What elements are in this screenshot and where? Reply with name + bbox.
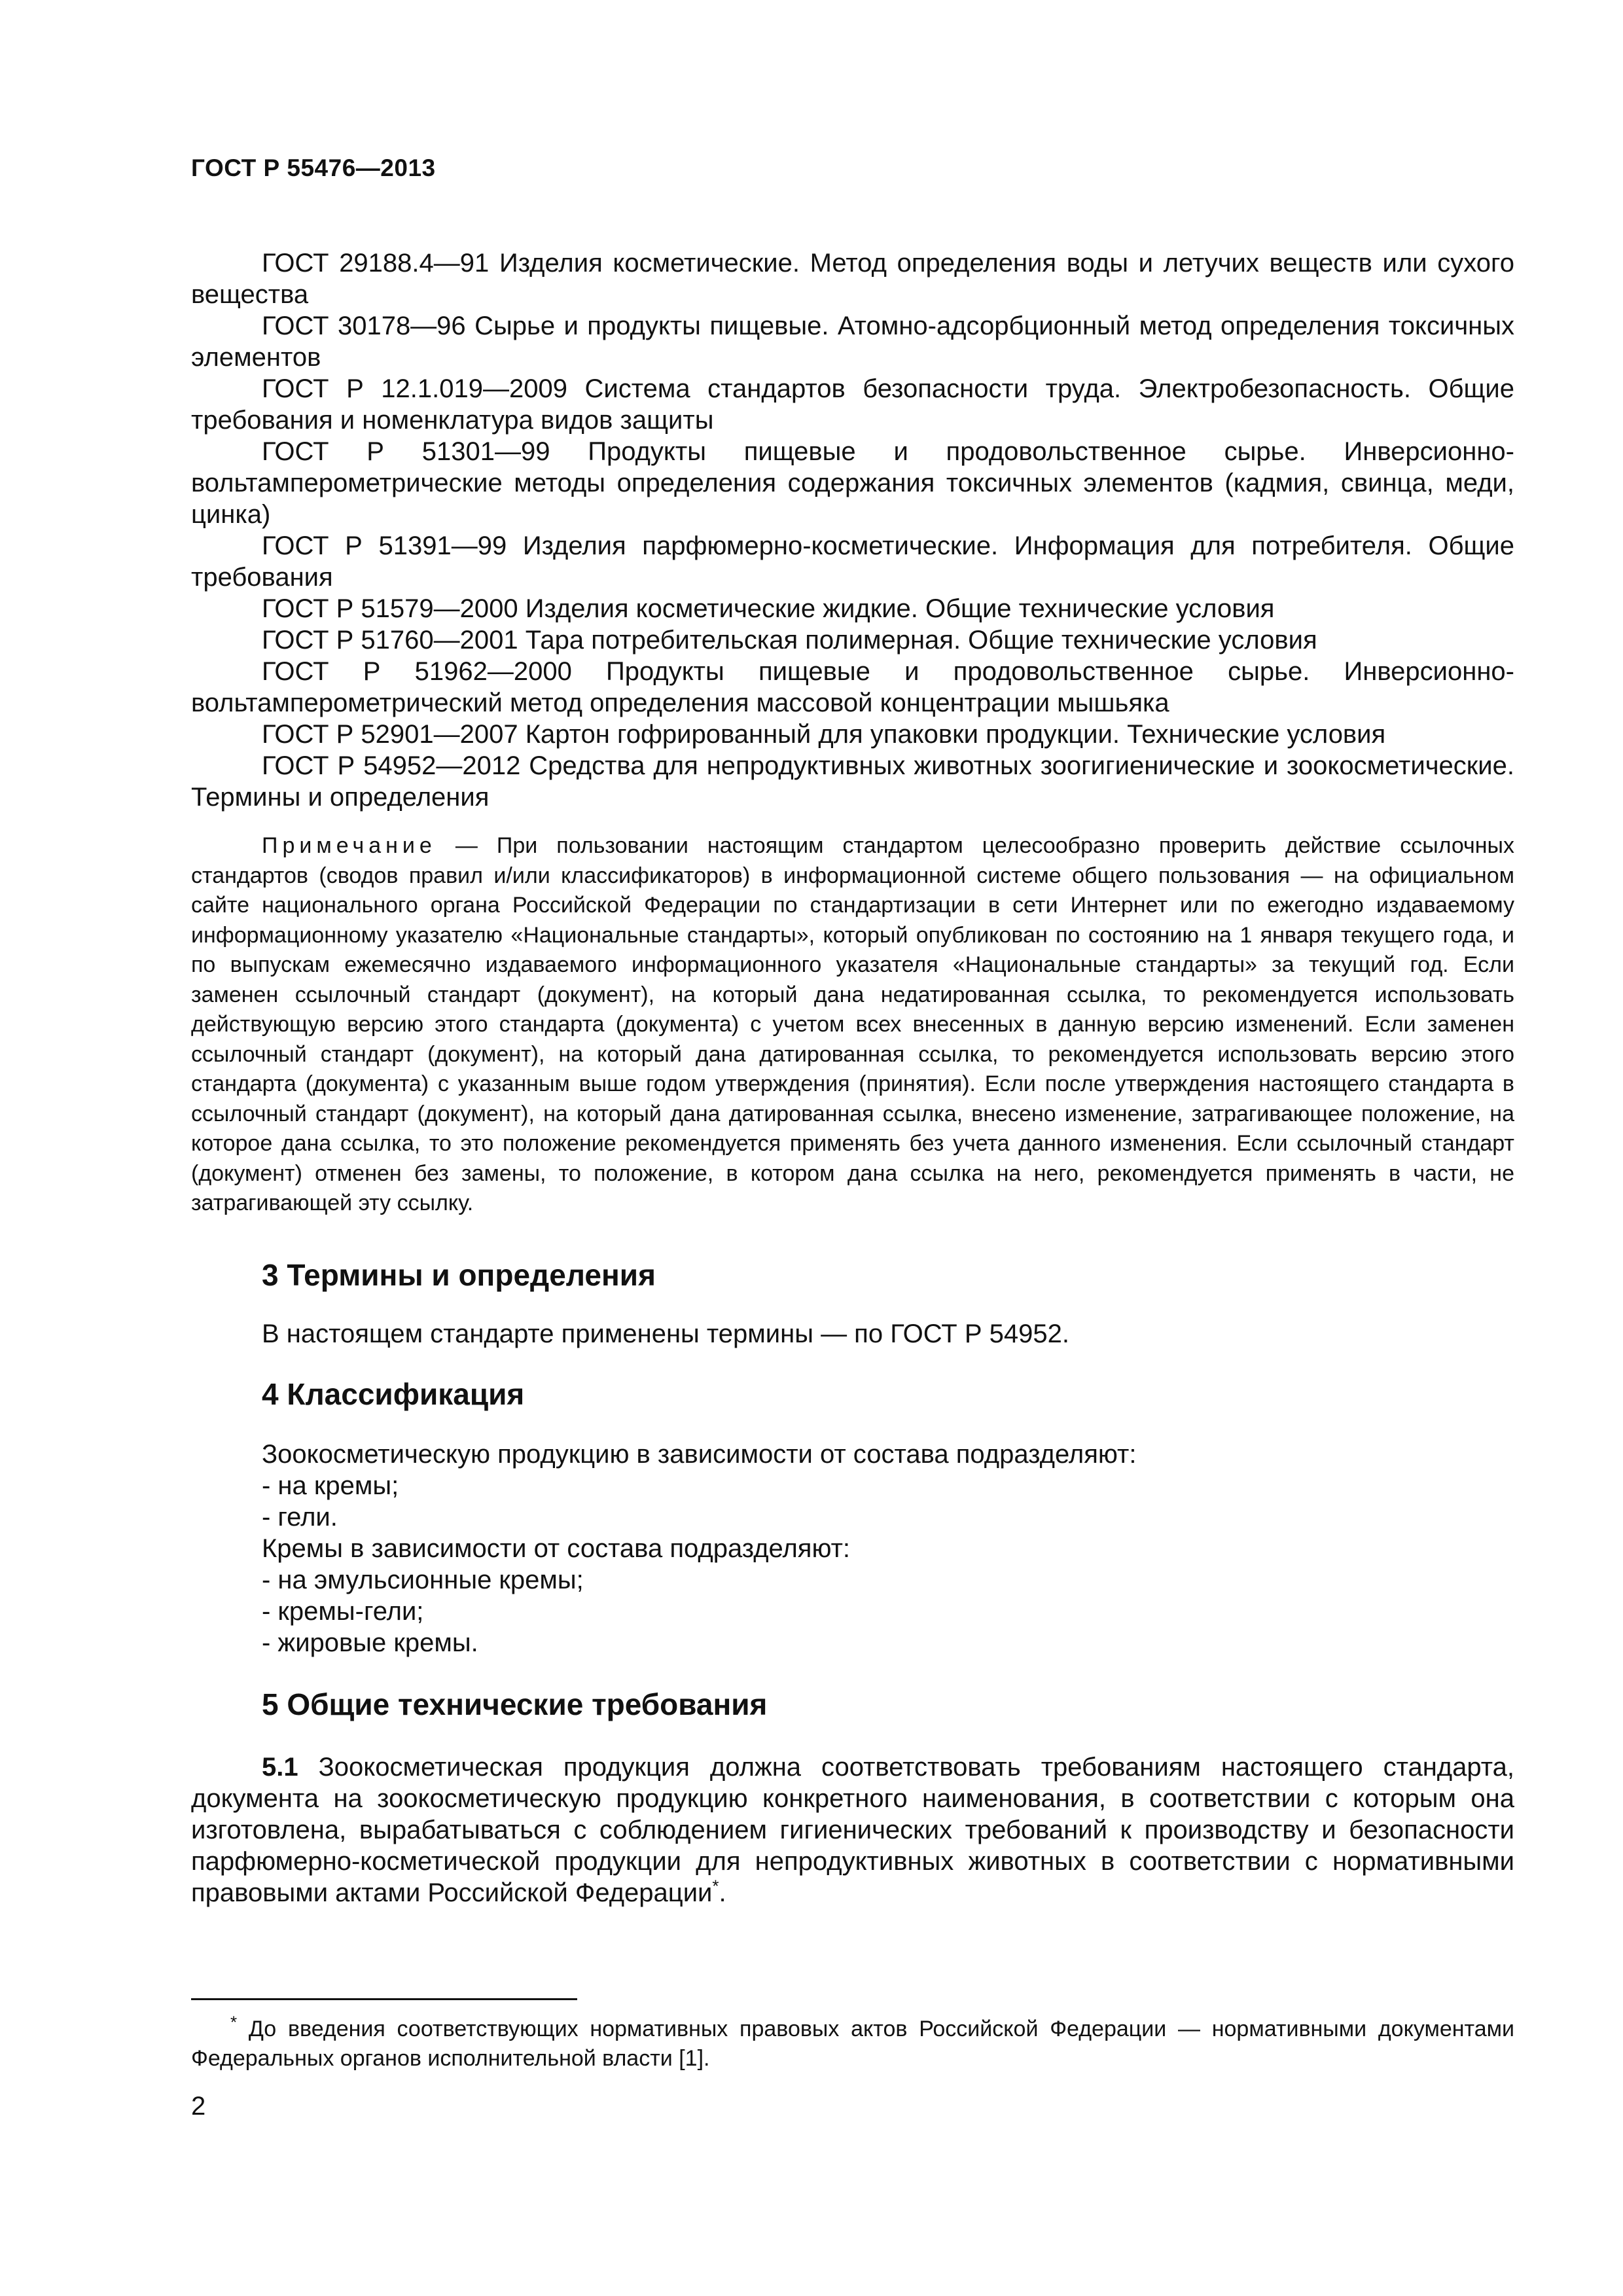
section-3-heading: 3 Термины и определения: [262, 1257, 656, 1292]
reference-item: ГОСТ 30178—96 Сырье и продукты пищевые. Атомно-адсорбционный метод определения токсичных элементов: [191, 312, 1514, 372]
reference-item: ГОСТ Р 51301—99 Продукты пищевые и продовольственное сырье. Инверсионно-вольтамперометрические методы определения содержания токсичных элементов (кадмия, свинца, меди, цинка): [191, 437, 1514, 529]
section-4-heading: 4 Классификация: [262, 1376, 525, 1411]
document-header: ГОСТ Р 55476—2013: [191, 154, 436, 181]
list-item: - на кремы;: [262, 1471, 399, 1500]
reference-item: ГОСТ 29188.4—91 Изделия косметические. Метод определения воды и летучих веществ или сухого вещества: [191, 249, 1514, 309]
reference-item: ГОСТ Р 51760—2001 Тара потребительская полимерная. Общие технические условия: [262, 626, 1317, 655]
list-item: - кремы-гели;: [262, 1596, 424, 1626]
list-item: - гели.: [262, 1502, 338, 1532]
section-4-intro: Зоокосметическую продукцию в зависимости от состава подразделяют:: [262, 1439, 1137, 1469]
references-list: [191, 247, 1514, 813]
clause-number: 5.1: [262, 1752, 298, 1782]
note-label: Примечание: [262, 833, 437, 858]
reference-item: ГОСТ Р 51579—2000 Изделия косметические жидкие. Общие технические условия: [262, 594, 1275, 623]
footnote-divider: [191, 1998, 577, 2000]
page-number: 2: [191, 2092, 206, 2121]
list-item: - на эмульсионные кремы;: [262, 1565, 584, 1594]
clause-text: Зоокосметическая продукция должна соответствовать требованиям настоящего стандарта, документа на зоокосметическую продукцию конкретного наименования, в соответствии с которым она изготовлена, вырабатываться с соблюдением гигиенических требований к производству и безопасности парфюмерно-косметической продукции для непродуктивных животных в соответствии с нормативными правовыми актами Российской Федерации: [191, 1752, 1514, 1907]
clause-end: .: [719, 1878, 726, 1907]
note-paragraph: [191, 831, 1514, 1219]
footnote: [191, 2012, 1514, 2073]
reference-item: ГОСТ Р 12.1.019—2009 Система стандартов безопасности труда. Электробезопасность. Общие требования и номенклатура видов защиты: [191, 374, 1514, 435]
reference-item: ГОСТ Р 51391—99 Изделия парфюмерно-косметические. Информация для потребителя. Общие требования: [191, 531, 1514, 592]
note-text: — При пользовании настоящим стандартом целесообразно проверить действие ссылочных стандартов (сводов правил и/или классификаторов) в информационной системе общего пользования — на официальном сайте национального органа Российской Федерации по стандартизации в сети Интернет или по ежегодно издаваемому информационному указателю «Национальные стандарты», который опубликован по состоянию на 1 января текущего года, и по выпускам ежемесячно издаваемого информационного указателя «Национальные стандарты» за текущий год. Если заменен ссылочный стандарт (документ), на который дана недатированная ссылка, то рекомендуется использовать действующую версию этого стандарта (документа) с учетом всех внесенных в данную версию изменений. Если заменен ссылочный стандарт (документ), на который дана датированная ссылка, то рекомендуется использовать версию этого стандарта (документа) с указанным выше годом утверждения (принятия). Если после утверждения настоящего стандарта в ссылочный стандарт (документ), на который дана датированная ссылка, внесено изменение, затрагивающее положение, на которое дана ссылка, то это положение рекомендуется применять без учета данного изменения. Если ссылочный стандарт (документ) отменен без замены, то положение, в котором дана ссылка на него, рекомендуется применять в части, не затрагивающей эту ссылку.: [191, 833, 1514, 1215]
page-content: [191, 247, 1514, 1909]
footnote-mark: *: [712, 1876, 719, 1896]
list-item: - жировые кремы.: [262, 1628, 478, 1657]
footnote-text: До введения соответствующих нормативных правовых актов Российской Федерации — нормативными документами Федеральных органов исполнительной власти [1].: [191, 2017, 1514, 2071]
footnote-mark: *: [230, 2012, 238, 2032]
section-4-intro-2: Кремы в зависимости от состава подразделяют:: [262, 1534, 851, 1563]
reference-item: ГОСТ Р 52901—2007 Картон гофрированный для упаковки продукции. Технические условия: [262, 720, 1386, 749]
section-3-text: В настоящем стандарте применены термины — по ГОСТ Р 54952.: [262, 1319, 1069, 1348]
reference-item: ГОСТ Р 51962—2000 Продукты пищевые и продовольственное сырье. Инверсионно-вольтамперометрический метод определения массовой концентрации мышьяка: [191, 657, 1514, 717]
section-5-1-paragraph: [191, 1751, 1514, 1909]
section-5-heading: 5 Общие технические требования: [262, 1687, 768, 1721]
reference-item: ГОСТ Р 54952—2012 Средства для непродуктивных животных зоогигиенические и зоокосметические. Термины и определения: [191, 751, 1514, 812]
